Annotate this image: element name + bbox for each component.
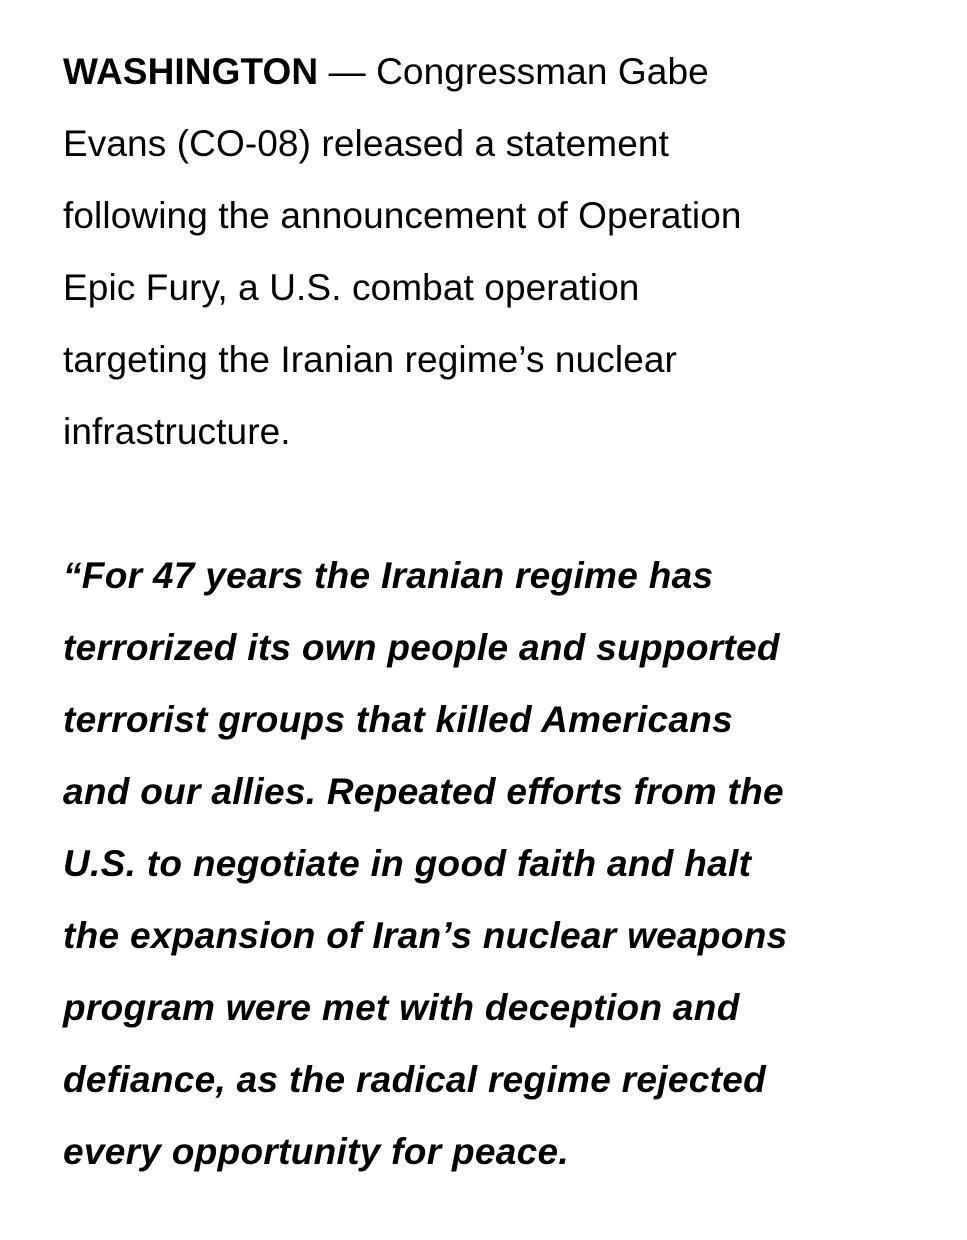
intro-line: following the announcement of Operation (63, 195, 742, 236)
quote-line: defiance, as the radical regime rejected (63, 1059, 766, 1100)
dateline: WASHINGTON (63, 51, 319, 92)
intro-line: infrastructure. (63, 411, 291, 452)
intro-line: Evans (CO-08) released a statement (63, 123, 669, 164)
quote-line: and our allies. Repeated efforts from the (63, 771, 784, 812)
quote-line: terrorized its own people and supported (63, 627, 780, 668)
press-release-article (63, 36, 903, 1188)
intro-line (63, 36, 903, 108)
intro-line: targeting the Iranian regime’s nuclear (63, 339, 677, 380)
quote-line: every opportunity for peace. (63, 1131, 569, 1172)
quote-line: U.S. to negotiate in good faith and halt (63, 843, 752, 884)
quote-line: program were met with deception and (63, 987, 740, 1028)
quote-line: the expansion of Iran’s nuclear weapons (63, 915, 788, 956)
intro-line: Epic Fury, a U.S. combat operation (63, 267, 640, 308)
intro-line-text: — Congressman Gabe (318, 51, 709, 92)
quote-paragraph (63, 540, 903, 1188)
intro-paragraph (63, 36, 903, 468)
quote-line: “For 47 years the Iranian regime has (63, 555, 714, 596)
quote-line: terrorist groups that killed Americans (63, 699, 734, 740)
